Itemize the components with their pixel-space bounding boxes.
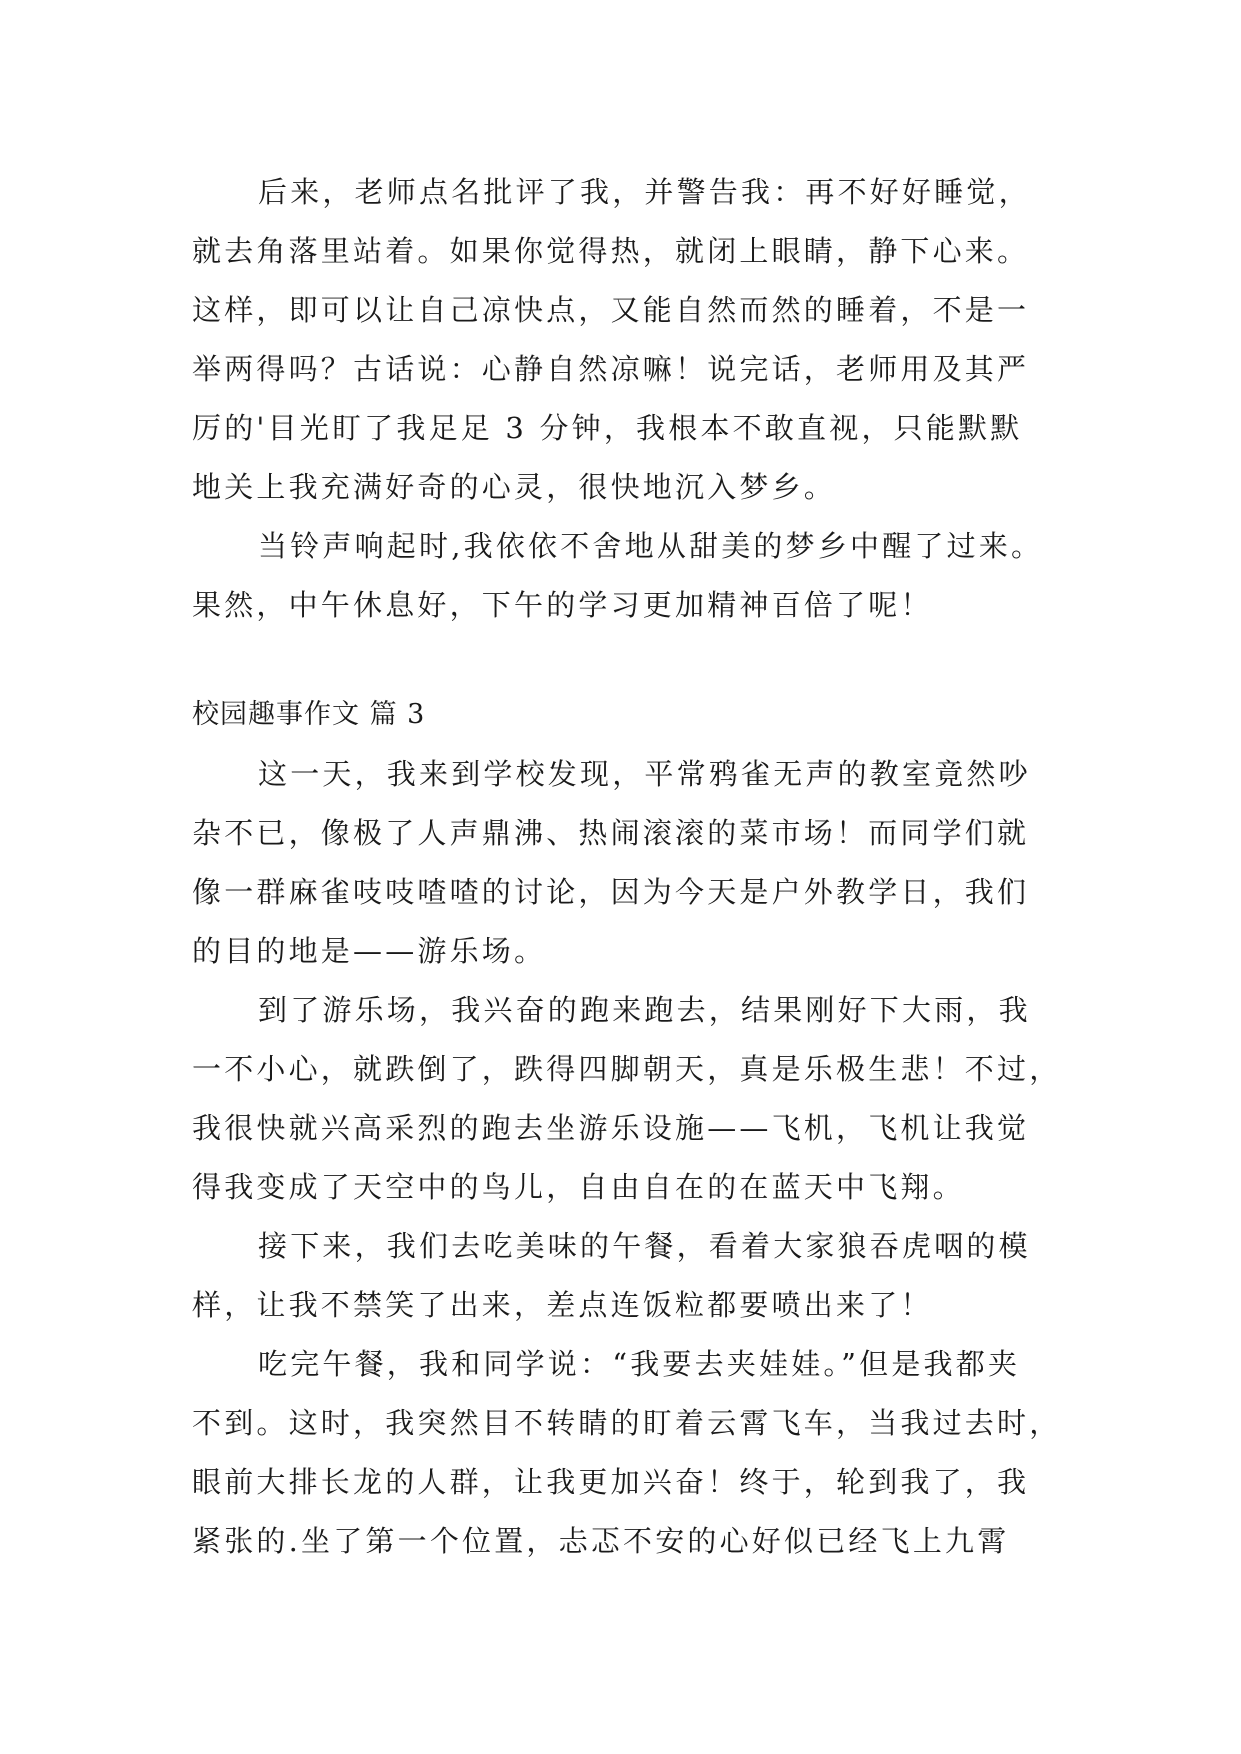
- section-heading: 校园趣事作文 篇 3: [192, 699, 426, 730]
- para2-line-1: 当铃声响起时,我依依不舍地从甜美的梦乡中醒了过来。: [258, 529, 1044, 563]
- para3-line-4: 的目的地是——游乐场。: [192, 934, 547, 968]
- para3-line-1: 这一天，我来到学校发现，平常鸦雀无声的教室竟然吵: [258, 757, 1031, 791]
- para6-line-3: 眼前大排长龙的人群，让我更加兴奋！终于，轮到我了，我: [192, 1465, 1030, 1499]
- para5-line-2: 样，让我不禁笑了出来，差点连饭粒都要喷出来了！: [192, 1288, 933, 1322]
- para3-line-3: 像一群麻雀吱吱喳喳的讨论，因为今天是户外教学日，我们: [192, 875, 1030, 909]
- para6-line-4: 紧张的.坐了第一个位置，忐忑不安的心好似已经飞上九霄: [192, 1524, 1010, 1558]
- para1-line-6: 地关上我充满好奇的心灵，很快地沉入梦乡。: [192, 470, 837, 504]
- para6-line-2: 不到。这时，我突然目不转睛的盯着云霄飞车，当我过去时，: [192, 1406, 1062, 1440]
- para4-line-1: 到了游乐场，我兴奋的跑来跑去，结果刚好下大雨，我: [258, 993, 1031, 1027]
- para1-line-5: 厉的'目光盯了我足足 3 分钟，我根本不敢直视，只能默默: [192, 411, 1023, 445]
- para4-line-2: 一不小心，就跌倒了，跌得四脚朝天，真是乐极生悲！不过，: [192, 1052, 1062, 1086]
- para4-line-4: 得我变成了天空中的鸟儿，自由自在的在蓝天中飞翔。: [192, 1170, 965, 1204]
- para1-line-3: 这样，即可以让自己凉快点，又能自然而然的睡着，不是一: [192, 293, 1030, 327]
- para3-line-2: 杂不已，像极了人声鼎沸、热闹滚滚的菜市场！而同学们就: [192, 816, 1030, 850]
- para5-line-1: 接下来，我们去吃美味的午餐，看着大家狼吞虎咽的模: [258, 1229, 1031, 1263]
- para1-line-1: 后来，老师点名批评了我，并警告我：再不好好睡觉，: [258, 175, 1031, 209]
- para6-line-1: 吃完午餐，我和同学说：“我要去夹娃娃。”但是我都夹: [258, 1347, 1021, 1381]
- para1-line-2: 就去角落里站着。如果你觉得热，就闭上眼睛，静下心来。: [192, 234, 1030, 268]
- para1-line-4: 举两得吗？古话说：心静自然凉嘛！说完话，老师用及其严: [192, 352, 1030, 386]
- para2-line-2: 果然，中午休息好，下午的学习更加精神百倍了呢！: [192, 588, 933, 622]
- para4-line-3: 我很快就兴高采烈的跑去坐游乐设施——飞机，飞机让我觉: [192, 1111, 1030, 1145]
